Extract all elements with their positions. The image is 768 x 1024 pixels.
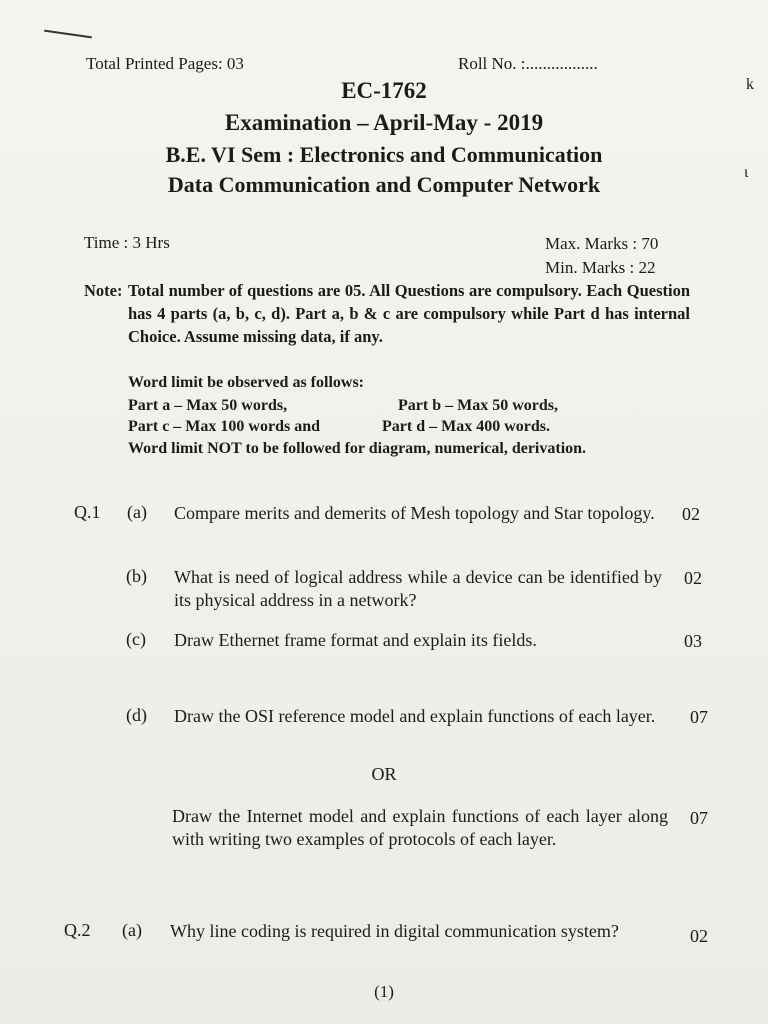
q1-part-a-label: (a): [127, 502, 147, 522]
or-separator: OR: [371, 764, 397, 784]
note-text: Total number of questions are 05. All Questions are compulsory. Each Question has 4 parts (a, b, c, d). Part a, b & c are compulsory while Part d has internal Choice. Assume missing data, if any.: [128, 281, 690, 346]
question-1-number: Q.1: [74, 502, 101, 522]
instructions-note: [84, 279, 690, 348]
q1-part-d-text: Draw the OSI reference model and explain functions of each layer.: [174, 706, 656, 726]
word-limit-part-a: Part a – Max 50 words,: [128, 397, 288, 414]
min-marks: Min. Marks : 22: [545, 258, 656, 277]
q2-part-a-label: (a): [122, 920, 142, 940]
max-marks: Max. Marks : 70: [545, 234, 659, 253]
pen-stroke-mark: [44, 30, 92, 39]
q1-part-a-text: Compare merits and demerits of Mesh topology and Star topology.: [174, 503, 655, 523]
question-2-number: Q.2: [64, 920, 91, 940]
roll-number-field: Roll No. :.................: [458, 54, 598, 73]
total-printed-pages: Total Printed Pages: 03: [86, 54, 244, 73]
word-limit-part-b: Part b – Max 50 words,: [398, 397, 558, 414]
q2-part-a-text: Why line coding is required in digital communication system?: [170, 921, 619, 941]
edge-mark-1: k: [746, 76, 754, 93]
q2-part-a-marks: 02: [690, 926, 708, 946]
edge-mark-2: ɩ: [744, 164, 749, 181]
q1-part-b-text: What is need of logical address while a device can be identified by its physical address in a network?: [174, 567, 662, 610]
q1-part-a-marks: 02: [682, 504, 700, 524]
note-label: Note:: [84, 281, 123, 300]
q1-part-c-label: (c): [126, 629, 146, 649]
exam-time: Time : 3 Hrs: [84, 233, 170, 252]
subject-title: Data Communication and Computer Network: [167, 172, 601, 197]
q1-part-b-label: (b): [126, 566, 147, 586]
paper-code: EC-1762: [341, 78, 427, 103]
exam-title: Examination – April-May - 2019: [224, 110, 544, 135]
course-title: B.E. VI Sem : Electronics and Communication: [165, 142, 603, 167]
q1-part-d-marks: 07: [690, 707, 708, 727]
word-limit-part-c: Part c – Max 100 words and: [128, 418, 320, 435]
word-limit-part-d: Part d – Max 400 words.: [382, 418, 550, 435]
q1-part-d-alternative-marks: 07: [690, 808, 708, 828]
q1-part-c-text: Draw Ethernet frame format and explain its fields.: [174, 630, 537, 650]
word-limit-exception: Word limit NOT to be followed for diagram, numerical, derivation.: [128, 440, 587, 457]
q1-part-c-marks: 03: [684, 631, 702, 651]
q1-part-b-marks: 02: [684, 568, 702, 588]
q1-part-d-alternative-text: Draw the Internet model and explain functions of each layer along with writing two examples of protocols of each layer.: [172, 806, 668, 849]
page-number: (1): [374, 982, 394, 1001]
q1-part-d-label: (d): [126, 705, 147, 725]
word-limit-heading: Word limit be observed as follows:: [128, 374, 364, 391]
